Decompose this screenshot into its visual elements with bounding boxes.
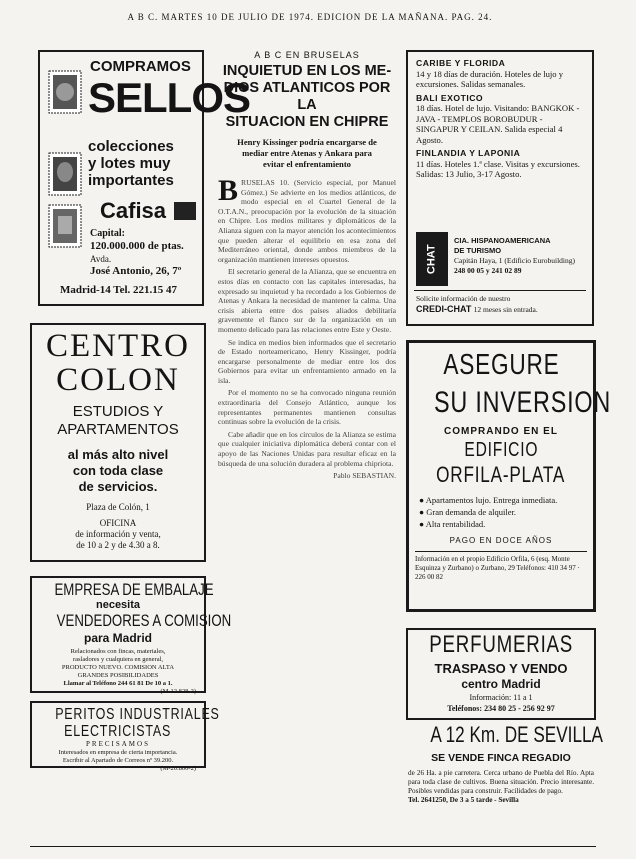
stamp-image <box>48 152 82 196</box>
orfila-ad <box>406 340 612 612</box>
centro-line11: de 10 a 2 y de 4.30 a 8. <box>76 540 160 550</box>
embalaje-line9: Llamar al Teléfono 244 61 81 De 10 a 1. <box>63 680 173 687</box>
orfila-info: Información en el propio Edificio Orfila, 6 (esq. Monte Esquinza y Zurbano) o Zurbano, 29 Teléfonos: 410 34 97 · 226 00 82 <box>415 551 587 582</box>
travel-ad <box>406 50 594 326</box>
centro-line1: CENTRO <box>46 328 190 364</box>
article-sub-1: Henry Kissinger podría encargarse de <box>237 137 377 147</box>
article-sub-2: mediar entre Atenas y Ankara para <box>242 148 372 158</box>
peritos-line3: PRECISAMOS <box>86 740 150 748</box>
peritos-line6: (M-20.806-2) <box>160 765 196 772</box>
centro-line9: OFICINA <box>99 518 137 528</box>
article-headline-1: INQUIETUD EN LOS ME- <box>222 63 392 79</box>
centro-line8: Plaza de Colón, 1 <box>86 502 150 512</box>
centro-line4: APARTAMENTOS <box>57 421 179 438</box>
embalaje-line4: para Madrid <box>83 631 152 645</box>
article-paragraph: Se indica en medios bien informados que el secretario de Estado norteamericano, Henry Kissinger, podría encargarse personalmente de mediar entre los dos Gobiernos para evitar un enfrentamiento armado en la isla. <box>218 337 396 385</box>
sellos-ad <box>38 50 251 306</box>
travel-body-1: 14 y 18 días de duración. Hoteles de lujo y excursiones. Salidas semanales. <box>416 68 564 89</box>
sellos-line4: y lotes muy <box>88 155 171 172</box>
sellos-address1: Avda. <box>90 254 112 264</box>
article-headline-2: DIOS ATLANTICOS POR LA <box>223 80 391 113</box>
travel-footer-2: CREDI-CHAT <box>416 304 472 314</box>
centro-line10: de información y venta, <box>75 529 161 539</box>
sevilla-ad <box>406 722 603 836</box>
peritos-line2: ELECTRICISTAS <box>64 723 172 740</box>
travel-body-2: 18 días. Hotel de lujo. Visitando: BANGKOK - JAVA - TEMPLOS BOROBUDUR - SINGAPUR Y CEILAN. Salida especial 4 Agosto. <box>416 103 580 145</box>
stamp-image <box>48 70 82 114</box>
perfumerias-line2: TRASPASO Y VENDO <box>434 661 568 676</box>
page-bottom-rule <box>30 846 596 847</box>
embalaje-line7: PRODUCTO NUEVO. COMISION ALTA <box>61 664 175 671</box>
sevilla-line2: SE VENDE FINCA REGADIO <box>431 752 571 764</box>
brand-logo-icon <box>174 202 196 220</box>
orfila-bullet-2: ● Gran demanda de alquiler. <box>419 507 516 517</box>
bullet-icon: ● <box>419 519 426 529</box>
article-paragraph: Por el momento no se ha convocado ninguna reunión extraordinaria del Consejo Atlántico, aunque los representantes permanentes mantienen consultas continuas sobre la evolución de la crisis. <box>218 388 396 427</box>
page-header: A B C. MARTES 10 DE JULIO DE 1974. EDICION DE LA MAÑANA. PAG. 24. <box>127 12 493 22</box>
embalaje-line3: VENDEDORES A COMISION <box>56 611 232 630</box>
embalaje-line2: necesita <box>95 599 141 611</box>
embalaje-ad <box>30 576 232 695</box>
centro-line6: con toda clase <box>72 463 164 478</box>
centro-line5: al más alto nivel <box>67 447 169 462</box>
sellos-capital-value: 120.000.000 de ptas. <box>90 240 184 252</box>
peritos-line1: PERITOS INDUSTRIALES <box>55 706 220 723</box>
travel-title-2: BALI EXOTICO <box>416 92 484 103</box>
embalaje-line5: Relacionados con fincas, materiales, <box>70 648 166 655</box>
centro-colon-ad <box>30 323 206 562</box>
embalaje-line10: (M-12.828-2) <box>160 688 196 695</box>
article-paragraph: El secretario general de la Alianza, que se encuentra en estos días en contacto con las capitales interesadas, ha expresado su inquietud y ha recordado a los Gobiernos de Atenas y Ankara la necesidad de mantener la calma. Una crisis abierta entre dos países aliados debilitaría gravemente el flanco sur de la organización en un momento delicado para las relaciones entre Este y Oeste. <box>218 267 396 334</box>
travel-divider <box>414 290 586 291</box>
article-paragraph: Cabe añadir que en los círculos de la Alianza se estima que cualquier iniciativa diplomática deberá contar con el apoyo de las Naciones Unidas para resultar eficaz en la búsqueda de una solución duradera al problema chipriota. <box>218 429 396 468</box>
orfila-bullet-3: ● Alta rentabilidad. <box>419 519 486 529</box>
orfila-line3: COMPRANDO EN EL <box>444 426 558 437</box>
centro-line3: ESTUDIOS Y <box>72 403 164 420</box>
stamp-image <box>48 204 82 248</box>
sevilla-line1: A 12 Km. DE SEVILLA <box>430 722 603 747</box>
travel-agency-address: Capitán Haya, 1 (Edificio Eurobuilding) <box>454 256 576 265</box>
centro-line2: COLON <box>56 362 180 398</box>
perfumerias-line5: Teléfonos: 234 80 25 - 256 92 97 <box>447 704 555 713</box>
article-byline: Pablo SEBASTIAN. <box>333 471 396 481</box>
article-sub-3: evitar el enfrentamiento <box>263 159 351 169</box>
sellos-address2: José Antonio, 26, 7º <box>90 265 182 277</box>
article-kicker: A B C EN BRUSELAS <box>254 50 360 60</box>
perfumerias-ad <box>406 628 596 720</box>
travel-agency-2: DE TURISMO <box>454 246 502 255</box>
sellos-line5: importantes <box>88 172 174 189</box>
peritos-line4: Interesados en empresa de cierta importancia. <box>58 749 178 756</box>
orfila-line4: EDIFICIO <box>464 439 538 461</box>
perfumerias-line4: Información: 11 a 1 <box>469 693 533 702</box>
peritos-line5: Escribir al Apartado de Correos nº 39.200. <box>62 757 174 764</box>
article-dropcap: B <box>218 174 239 207</box>
sellos-capital-label: Capital: <box>90 228 125 239</box>
bullet-icon: ● <box>419 495 426 505</box>
sellos-address3: Madrid-14 Tel. 221.15 47 <box>60 284 178 296</box>
embalaje-line1: EMPRESA DE EMBALAJE <box>54 580 214 599</box>
chat-logo: CHAT <box>416 232 448 286</box>
travel-agency-1: CIA. HISPANOAMERICANA <box>454 236 551 245</box>
bullet-icon: ● <box>419 507 427 517</box>
sellos-brand: Cafisa <box>100 198 167 223</box>
centro-line7: de servicios. <box>78 479 158 494</box>
perfumerias-line3: centro Madrid <box>461 677 541 691</box>
orfila-line2: SU INVERSION <box>433 386 612 419</box>
travel-title-3: FINLANDIA Y LAPONIA <box>416 148 521 158</box>
article-paragraph: RUSELAS 10. (Servicio especial, por Manuel Gómez.) Se advierte en los medios atlánticos, de modo especial en el Cuartel General de la O.T.A.N., preocupación por la evolución de la situación en Chipre. Los medios militares y diplomáticos de la Alianza siguen con la mayor atención los acontecimientos que pueden alterar el equilibrio en esa zona del Mediterráneo oriental, donde ambos miembros de la organización mantienen intereses opuestos. <box>218 178 396 264</box>
travel-title-1: CARIBE Y FLORIDA <box>416 58 506 68</box>
travel-agency-phones: 248 00 05 y 241 02 89 <box>454 266 522 275</box>
sellos-line3: colecciones <box>88 138 174 155</box>
orfila-pago: PAGO EN DOCE AÑOS <box>449 536 553 545</box>
orfila-line5: ORFILA-PLATA <box>436 462 566 487</box>
orfila-bullet-1: ● Apartamentos lujo. Entrega inmediata. <box>419 495 558 505</box>
sevilla-phone: Tel. 2641250, De 3 a 5 tarde - Sevilla <box>408 796 519 804</box>
travel-footer-1: Solicite información de nuestro <box>416 294 511 303</box>
embalaje-line8: GRANDES POSIBILIDADES <box>77 672 159 679</box>
embalaje-line6: rasladores y cualquiera en general, <box>72 656 164 663</box>
article <box>218 50 396 842</box>
orfila-line1: ASEGURE <box>442 349 560 381</box>
sellos-line2: SELLOS <box>88 74 251 121</box>
travel-body-3: 11 días. Hoteles 1.ª clase. Visitas y excursiones. Salidas: 13 Julio, 3-17 Agosto. <box>416 158 580 179</box>
travel-footer-3: 12 meses sin entrada. <box>473 305 538 314</box>
article-headline-3: SITUACION EN CHIPRE <box>225 114 389 130</box>
peritos-ad <box>30 701 220 772</box>
sevilla-body: de 26 Ha. a pie carretera. Cerca urbano de Puebla del Río. Apta para toda clase de cultivos. Buena situación. Precio interesante. Posibles vendidas para construir. Facilidades de pago. <box>408 769 594 795</box>
sellos-line1: COMPRAMOS <box>90 58 191 75</box>
perfumerias-line1: PERFUMERIAS <box>429 631 573 658</box>
